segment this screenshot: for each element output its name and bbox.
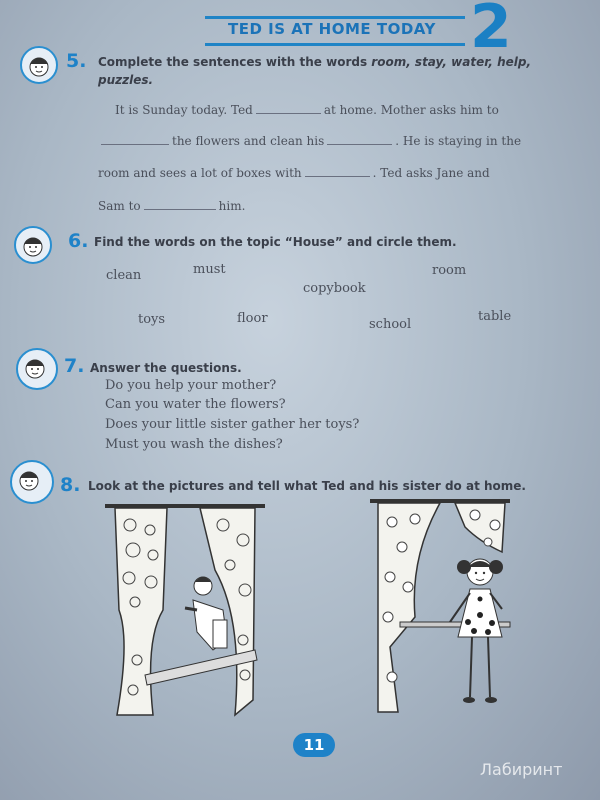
question-line: Can you water the flowers? <box>105 397 286 412</box>
word-table[interactable]: table <box>478 309 512 324</box>
blank-field[interactable] <box>305 166 370 177</box>
exercise-6-number: 6. <box>68 230 89 252</box>
exercise-5-instruction: Complete the sentences with the words room, stay, water, help, puzzles. <box>98 55 532 87</box>
word-school[interactable]: school <box>369 317 412 332</box>
exercise-5-line-2: the flowers and clean his . He is staying in the <box>98 134 521 148</box>
question-line: Does your little sister gather her toys? <box>105 417 360 432</box>
blank-field[interactable] <box>327 134 392 145</box>
word-toys[interactable]: toys <box>138 312 166 327</box>
girl-face-icon <box>16 348 58 390</box>
word-floor[interactable]: floor <box>237 311 268 326</box>
watermark: Лабиринт <box>480 760 563 779</box>
exercise-8-number: 8. <box>60 474 81 496</box>
word-copybook[interactable]: copybook <box>303 281 366 296</box>
word-room[interactable]: room <box>432 263 467 278</box>
exercise-5-line-4: Sam to him. <box>98 199 246 213</box>
girl-face-icon <box>14 226 52 264</box>
picture-ted-at-window <box>105 500 270 725</box>
blank-field[interactable] <box>101 134 169 145</box>
exercise-6-instruction: Find the words on the topic “House” and circle them. <box>94 235 457 249</box>
exercise-5-line-3: room and sees a lot of boxes with . Ted asks Jane and <box>98 166 490 180</box>
picture-sister-at-window <box>370 497 515 722</box>
exercise-8-instruction: Look at the pictures and tell what Ted and his sister do at home. <box>88 479 526 493</box>
question-line: Do you help your mother? <box>105 378 277 393</box>
exercise-7-instruction: Answer the questions. <box>90 361 242 375</box>
exercise-5-number: 5. <box>66 50 87 72</box>
word-must[interactable]: must <box>193 262 226 277</box>
girl-face-icon <box>20 46 58 84</box>
blank-field[interactable] <box>144 199 216 210</box>
girl-face-icon <box>10 460 54 504</box>
question-line: Must you wash the dishes? <box>105 437 283 452</box>
exercise-5-line-1: It is Sunday today. Ted at home. Mother asks him to <box>115 103 499 117</box>
word-clean[interactable]: clean <box>106 268 142 283</box>
page-title: TED IS AT HOME TODAY <box>228 20 436 38</box>
unit-number: 2 <box>470 0 512 62</box>
exercise-7-number: 7. <box>64 355 85 377</box>
blank-field[interactable] <box>256 103 321 114</box>
page-number: 11 <box>293 733 335 757</box>
